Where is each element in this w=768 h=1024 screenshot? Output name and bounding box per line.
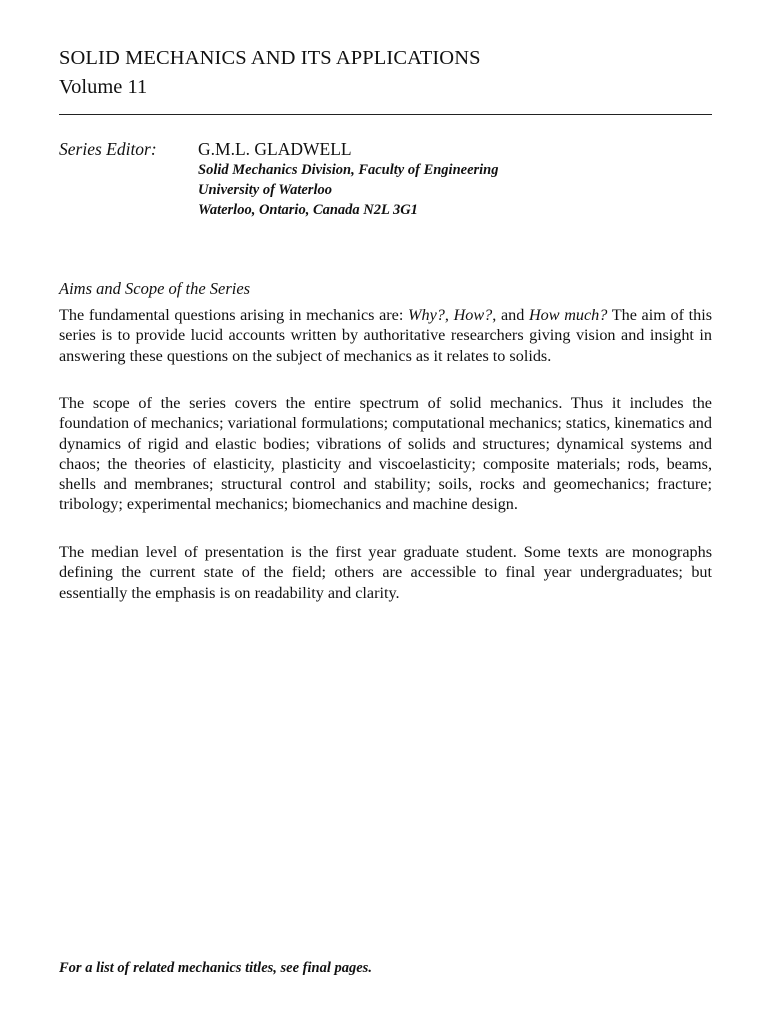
series-title: SOLID MECHANICS AND ITS APPLICATIONS — [59, 47, 481, 69]
separator-text: , and — [492, 306, 529, 324]
series-editor-label: Series Editor: — [59, 139, 157, 159]
editor-affiliation-university: University of Waterloo — [198, 182, 332, 198]
aims-paragraph-questions — [59, 305, 712, 366]
aims-scope-heading: Aims and Scope of the Series — [59, 279, 251, 298]
header-rule — [59, 114, 712, 115]
question-how: How? — [453, 306, 493, 324]
question-how-much: How much? — [528, 306, 608, 324]
series-editor-name: G.M.L. GLADWELL — [198, 139, 352, 159]
editor-affiliation-address: Waterloo, Ontario, Canada N2L 3G1 — [198, 202, 418, 218]
paragraph-aim-text: The aim of this series is to provide lucid accounts written by authoritative researchers giving vision and insight in answering these questions on the subject of mechanics as it relates to solids. — [59, 306, 712, 365]
question-why: Why? — [408, 306, 445, 324]
paragraph-intro-text: The fundamental questions arising in mechanics are: — [59, 306, 408, 324]
separator-text: , — [444, 306, 454, 324]
aims-paragraph-scope: The scope of the series covers the entire spectrum of solid mechanics. Thus it includes the foundation of mechanics; variational formulations; computational mechanics; statics, kinematics and dynamics of rigid and elastic bodies; vibrations of solids and structures; dynamical systems and chaos; the theories of elasticity, plasticity and viscoelasticity; composite materials; rods, beams, shells and membranes; structural control and stability; soils, rocks and geomechanics; fracture; tribology; experimental mechanics; biomechanics and machine design. — [59, 394, 712, 514]
editor-affiliation-division: Solid Mechanics Division, Faculty of Engineering — [198, 162, 499, 178]
related-titles-note: For a list of related mechanics titles, see final pages. — [59, 960, 372, 976]
volume-number: Volume 11 — [59, 76, 148, 98]
aims-paragraph-level: The median level of presentation is the first year graduate student. Some texts are monographs defining the current state of the field; others are accessible to final year undergraduates; but essentially the emphasis is on readability and clarity. — [59, 543, 712, 602]
